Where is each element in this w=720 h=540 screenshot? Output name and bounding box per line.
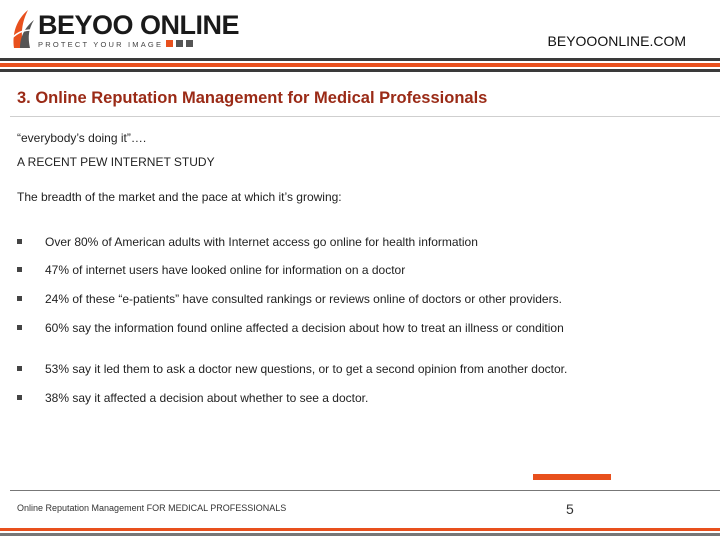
logo-square-gray bbox=[186, 40, 193, 47]
logo-emblem-icon bbox=[10, 8, 36, 52]
list-item-text: 24% of these “e-patients” have consulted rankings or reviews online of doctors or other providers. bbox=[45, 292, 562, 306]
header-stripe-dark bbox=[0, 69, 720, 72]
header-stripes bbox=[0, 58, 720, 72]
logo-wordmark: BEYOO ONLINE bbox=[38, 10, 240, 40]
footer-divider bbox=[10, 490, 720, 491]
bullet-square-icon bbox=[17, 239, 22, 244]
list-item-text: 60% say the information found online affected a decision about how to treat an illness or condition bbox=[45, 321, 564, 335]
lead-text: The breadth of the market and the pace at which it’s growing: bbox=[17, 190, 342, 204]
brand-logo bbox=[10, 8, 240, 54]
list-item-text: 53% say it led them to ask a doctor new questions, or to get a second opinion from another doctor. bbox=[45, 362, 568, 376]
footer-stripe-gray bbox=[0, 533, 720, 536]
list-item-text: 38% say it affected a decision about whether to see a doctor. bbox=[45, 391, 369, 405]
bullet-square-icon bbox=[17, 267, 22, 272]
slide-title: 3. Online Reputation Management for Medical Professionals bbox=[17, 89, 488, 107]
footer-text: Online Reputation Management FOR MEDICAL PROFESSIONALS bbox=[17, 503, 287, 513]
title-divider bbox=[10, 116, 720, 117]
page-number-tab bbox=[533, 474, 611, 480]
logo-square-gray bbox=[176, 40, 183, 47]
bullet-square-icon bbox=[17, 296, 22, 301]
bullet-square-icon bbox=[17, 325, 22, 330]
bullet-square-icon bbox=[17, 366, 22, 371]
logo-tagline: PROTECT YOUR IMAGE bbox=[38, 40, 164, 49]
logo-squares bbox=[166, 40, 193, 47]
study-label: A RECENT PEW INTERNET STUDY bbox=[17, 155, 215, 169]
page-number: 5 bbox=[566, 501, 574, 517]
list-item-text: Over 80% of American adults with Internet access go online for health information bbox=[45, 235, 478, 249]
list-item-text: 47% of internet users have looked online for information on a doctor bbox=[45, 263, 406, 277]
site-url: BEYOOONLINE.COM bbox=[547, 33, 686, 49]
bullet-square-icon bbox=[17, 395, 22, 400]
quote-text: “everybody’s doing it”…. bbox=[17, 131, 147, 145]
footer-stripes bbox=[0, 528, 720, 536]
logo-square-orange bbox=[166, 40, 173, 47]
